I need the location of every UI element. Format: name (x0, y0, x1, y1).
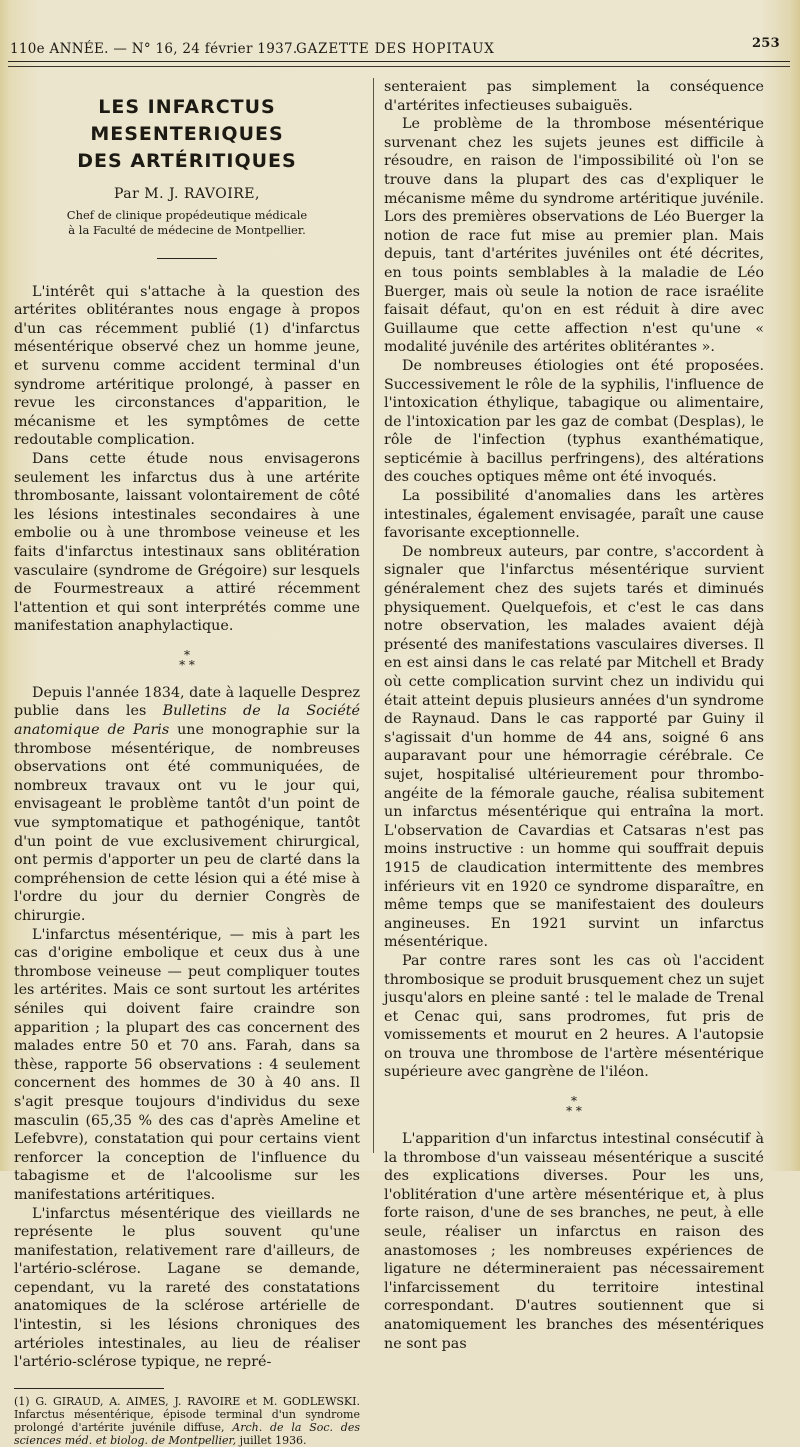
separator-stars: * * (566, 1104, 582, 1119)
paragraph: La possibilité d'anomalies dans les artères intestinales, également envisagée, paraît une cause favorisante exceptionnelle. (384, 488, 764, 542)
left-column (14, 78, 360, 1447)
section-separator (14, 647, 360, 672)
footnote-citation: Arch. de la Soc. des sciences méd. et biolog. de Montpellier, (14, 1420, 360, 1447)
paragraph: De nombreuses étiologies ont été proposées. Successivement le rôle de la syphilis, l'influence de l'intoxication éthylique, tabagique ou alimentaire, de l'intoxication par les gaz de combat (Desplas), le rôle de l'infection (typhus exanthématique, septicémie à bacillus perfringens), des altérations des couches optiques même ont été invoqués. (384, 357, 764, 486)
separator-star: * (184, 647, 190, 662)
title-separator-rule (157, 258, 217, 259)
text-run: (1) G. GIRAUD, A. AIMES, J. RAVOIRE et M. GODLEWSKI. Infarctus mésentérique, épisode terminal d'un syndrome prolongé d'artérite juvénile diffuse, (14, 1394, 360, 1434)
column-divider (373, 78, 374, 1153)
text-run: juillet 1936. (236, 1433, 307, 1447)
article-title (14, 94, 360, 175)
paragraph: Dans cette étude nous envisagerons seulement les infarctus dus à une artérite thrombosante, laissant volontairement de côté les lésions intestinales secondaires à une embolie ou à une thrombose veineuse et les faits d'infarctus intestinaux sans oblitération vasculaire (syndrome de Grégoire) sur lesquels de Fourmestreaux a attiré récemment l'attention et qui sont interprétés comme une manifestation anaphylactique. (14, 450, 360, 635)
issue-info: 110e ANNÉE. — N° 16, 24 février 1937. (10, 41, 298, 57)
title-line-1: LES INFARCTUS MESENTERIQUES (90, 96, 284, 145)
paragraph: L'infarctus mésentérique, — mis à part les cas d'origine embolique et ceux dus à une thrombose veineuse — peut compliquer toutes les artérites. Mais ce sont surtout les artérites séniles qui doivent faire craindre son apparition ; la plupart des cas concernent des malades entre 50 et 70 ans. Farah, dans sa thèse, rapporte 56 observations : 4 seulement concernent des hommes de 30 à 40 ans. Il s'agit presque toujours d'individus du sexe masculin (65,35 % des cas d'après Ameline et Lefebvre), constatation qui pour certains vient renforcer la conception de l'influence du tabagisme et de l'alcoolisme sur les manifestations artéritiques. (14, 926, 360, 1203)
author-line: Par M. J. RAVOIRE, (114, 186, 260, 202)
running-header (8, 38, 790, 62)
paragraph (14, 684, 360, 926)
journal-citation: Bulletins de la Société anatomique de Paris (14, 703, 360, 739)
affiliation-line-2: à la Faculté de médecine de Montpellier. (68, 222, 306, 237)
header-rule-secondary (8, 66, 790, 67)
page-number: 253 (751, 36, 780, 51)
footnote (14, 1395, 360, 1447)
journal-name: GAZETTE DES HOPITAUX (296, 41, 495, 57)
paragraph: L'apparition d'un infarctus intestinal consécutif à la thrombose d'un vaisseau mésentérique a suscité des explications diverses. Pour les uns, l'oblitération d'une artère mésentérique et, à plus forte raison, d'une de ses branches, ne peut, à elle seule, réaliser un infarctus en raison des anastomoses ; les nombreuses expériences de ligature ne détermineraient pas nécessairement l'infarcissement du territoire intestinal correspondant. D'autres soutiennent que si anatomiquement les branches des mésentériques ne sont pas (384, 1131, 764, 1352)
text-run: une monographie sur la thrombose mésentérique, de nombreuses observations ont été communiquées, de nombreux travaux ont vu le jour qui, envisageant le problème tantôt d'un point de vue symptomatique et pathogénique, tantôt d'un point de vue exclusivement chirurgical, ont permis d'apporter un peu de clarté dans la compréhension de cette lésion qui a été mise à l'ordre du jour du dernier Congrès de chirurgie. (14, 722, 360, 924)
section-separator (384, 1094, 764, 1119)
paragraph: senteraient pas simplement la conséquence d'artérites infectieuses subaiguës. (384, 79, 764, 114)
separator-stars: * * (179, 657, 195, 672)
paragraph: Par contre rares sont les cas où l'accident thrombosique se produit brusquement chez un sujet jusqu'alors en pleine santé : tel le malade de Trenal et Cenac qui, sans prodromes, fut pris de vomissements et mourut en 2 heures. A l'autopsie on trouva une thrombose de l'artère mésentérique supérieure avec gangrène de l'iléon. (384, 952, 764, 1081)
title-line-2: DES ARTÉRITIQUES (77, 150, 297, 172)
text-run: Depuis l'année 1834, date à laquelle Desprez publie dans les (14, 684, 360, 720)
right-column (384, 78, 764, 1353)
paragraph: L'intérêt qui s'attache à la question des artérites oblitérantes nous engage à propos d'un cas récemment publié (1) d'infarctus mésentérique observé chez un homme jeune, et survenu comme accident terminal d'un syndrome artéritique prolongé, à passer en revue les circonstances d'apparition, le mécanisme et les symptômes de cette redoutable complication. (14, 283, 360, 449)
affiliation-line-1: Chef de clinique propédeutique médicale (66, 207, 308, 222)
footnote-rule (14, 1388, 164, 1389)
header-rule (8, 61, 790, 62)
separator-star: * (571, 1094, 577, 1109)
paragraph: De nombreux auteurs, par contre, s'accordent à signaler que l'infarctus mésentérique survient généralement chez des sujets tarés et diminués physiquement. Quelquefois, et c'est le cas dans notre observation, les malades avaient déjà présenté des manifestations vasculaires diverses. Il en est ainsi dans le cas relaté par Mitchell et Brady où cette complication survint chez un individu qui était atteint depuis plusieurs années d'un syndrome de Raynaud. Dans le cas rapporté par Guiny il s'agissait d'un homme de 44 ans, soigné 6 ans auparavant pour une hémorragie cérébrale. Ce sujet, hospitalisé ultérieurement pour thrombo-angéite de la fémorale gauche, réalisa subitement un infarctus mésentérique qui entraîna la mort. L'observation de Cavardias et Catsaras n'est pas moins instructive : un homme qui souffrait depuis 1915 de claudication intermittente des membres inférieurs vit en 1920 ce syndrome disparaître, en même temps que se manifestaient des douleurs angineuses. En 1921 survint un infarctus mésentérique. (384, 543, 764, 951)
paragraph: Le problème de la thrombose mésentérique survenant chez les sujets jeunes est difficile à résoudre, en raison de l'impossibilité où l'on se trouve dans la plupart des cas d'expliquer le mécanisme même du syndrome artéritique juvénile. Lors des premières observations de Léo Buerger la notion de race fut mise au premier plan. Mais depuis, tant d'artérites juvéniles ont été décrites, en tous points semblables à la maladie de Léo Buerger, mais où seule la notion de race israélite faisait défaut, qu'on en est réduit à dire avec Guillaume que cette affection n'est qu'une « modalité juvénile des artérites oblitérantes ». (384, 116, 764, 356)
paragraph: L'infarctus mésentérique des vieillards ne représente le plus souvent qu'une manifestation, relativement rare d'ailleurs, de l'artério-sclérose. Lagane se demande, cependant, vu la rareté des constatations anatomiques de la sclérose artérielle de l'intestin, si les lésions chroniques des artérioles intestinales, au lieu de réaliser l'artério-sclérose typique, ne repré- (14, 1205, 360, 1371)
